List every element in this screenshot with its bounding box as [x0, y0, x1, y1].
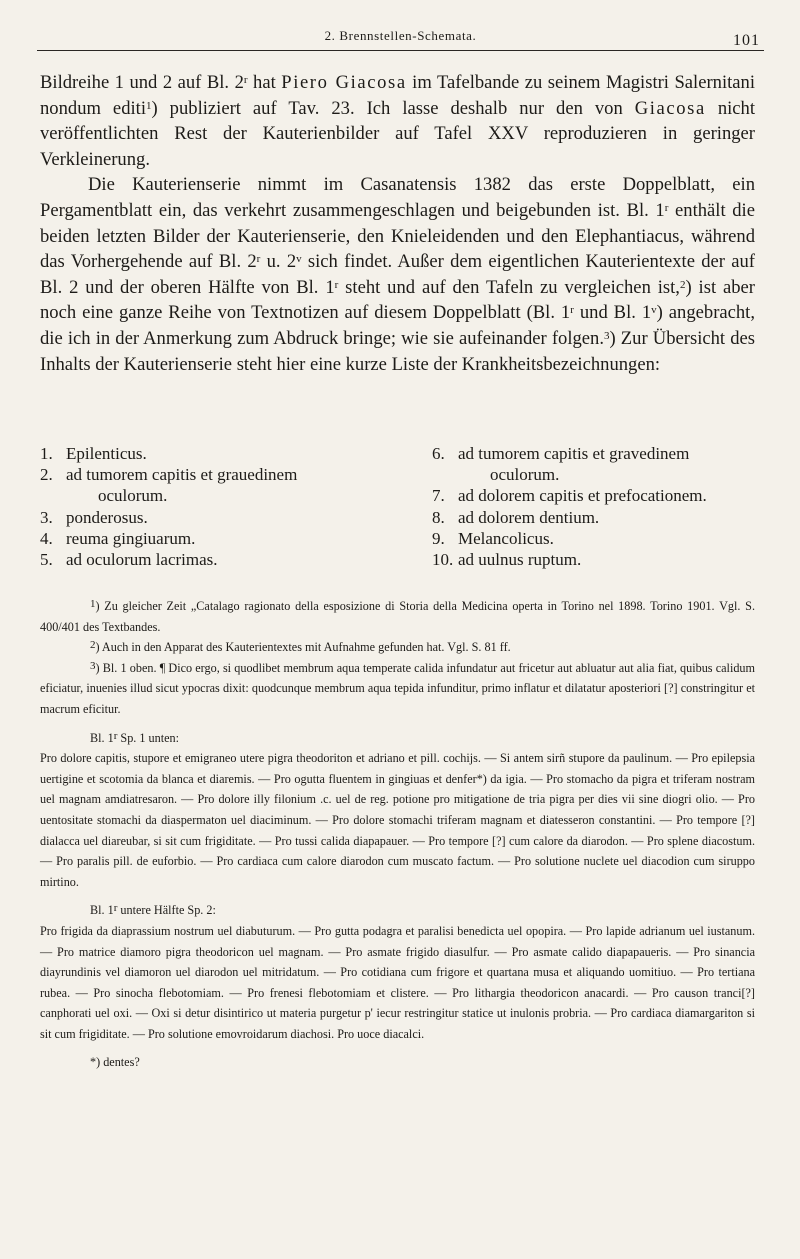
- list-item-continuation: oculorum.: [98, 486, 168, 506]
- footnotes: [40, 596, 755, 1073]
- footnote-1: 1) Zu gleicher Zeit „Catalago ragionato della esposizione di Storia della Medicina operta in Torino nel 1898. Torino 1901. Vgl. S. 400/401 des Textbandes.: [40, 598, 755, 634]
- section-heading-1: Bl. 1r Sp. 1 unten:: [90, 729, 179, 745]
- list-item: 1. Epilenticus.: [40, 444, 147, 463]
- footnote-2: 2) Auch in den Apparat des Kauterientextes mit Aufnahme gefunden hat. Vgl. S. 81 ff.: [90, 639, 511, 655]
- list-item: 7. ad dolorem capitis et prefocationem.: [432, 486, 707, 506]
- footnote-3: 3) Bl. 1 oben. ¶ Dico ergo, si quodlibet membrum aqua temperate calida infundatur aut fricetur aut abluatur aut alia fiat, quibus calidum eficiatur, inuenies illud sicut ypocras dixit: quodcunque membrum aqua tepida infunditur, primo inflatur et dilatatur aposteriori [?] constringitur et macrum eficitur.: [40, 659, 755, 716]
- list-item: 9. Melancolicus.: [432, 528, 554, 548]
- main-text: [40, 70, 755, 377]
- paragraph-2: Die Kauterienserie nimmt im Casanatensis 1382 das erste Doppelblatt, ein Pergamentblatt ein, das verkehrt zusammengeschlagen und beigebunden ist. Bl. 1$^r$ enthält die beiden letzten Bilder der Kauterienserie, den Knieleidenden und den Elephantiacus, während das Vorhergehende auf Bl. 2$^r$ u. 2$^v$ sich findet. Außer dem eigentlichen Kauterientexte der auf Bl. 2 und der oberen Hälfte von Bl. 1$^r$ steht und auf den Tafeln zu vergleichen ist,$^2$) ist aber noch eine ganze Reihe von Textnotizen auf diesem Doppelblatt (Bl. 1$^r$ und Bl. 1$^v$) angebracht, die ich in der Anmerkung zum Abdruck bringe; wie sie aufeinander folgen.$^3$) Zur Übersicht des Inhalts der Kauterienserie steht hier eine kurze Liste der Krankheitsbezeichnungen:: [40, 174, 755, 375]
- list-item: 4. reuma gingiuarum.: [40, 528, 196, 548]
- list-item: 8. ad dolorem dentium.: [432, 507, 600, 527]
- list-item: 10. ad uulnus ruptum.: [432, 550, 582, 570]
- section-text-2: Pro frigida da diaprassium nostrum uel diabuturum. — Pro gutta podagra et paralisi benedicta uel opopira. — Pro lapide adrianum uel iustanum. — Pro matrice diamoro pigra theodoricon uel magnam. — Pro asmate frigido diasulfur. — Pro asmate calido diapapaueris. — Pro sinancia diayrundinis vel diamoron uel diarodon uel mitridatum. — Pro cotidiana cum frigore et quartana musa et aliquando uomitiuo. — Pro tertiana rubea. — Pro sinocha flebotomiam. — Pro frenesi flebotomiam et clistere. — Pro lithargia theodoricon anacardi. — Pro causon tranci[?] canphorati uel oxi. — Oxi si detur disintirico ut materia purgetur p' iecur restringitur statice ut inulonis probria. — Pro cardiaca diamargariton si sit cum frigiditate. — Pro solutione emovroidarum diachosi. Pro uoce diacalci.: [40, 923, 755, 1041]
- disease-list-right: [432, 443, 762, 570]
- section-heading-2: Bl. 1r untere Hälfte Sp. 2:: [90, 902, 216, 918]
- author-name-2: Giacosa: [634, 97, 706, 119]
- footnote-ref-1: 1: [146, 99, 152, 112]
- list-item: 6. ad tumorem capitis et gravedinem: [432, 444, 690, 463]
- disease-list-left: [40, 443, 380, 570]
- running-head: [37, 22, 764, 51]
- list-item: 2. ad tumorem capitis et grauedinem: [40, 465, 298, 485]
- dentes-note: *) dentes?: [90, 1055, 140, 1070]
- author-name: Piero Giacosa: [281, 72, 407, 93]
- section-text-1: Pro dolore capitis, stupore et emigraneo utere pigra theodoriton et adriano et pill. cochijs. — Si antem sirñ stupore da paulinum. — Pro epilepsia uertigine et scotomia da blanca et diaremis. — Pro ogutta fluentem in gingiuas et denfer*) da igia. — Pro stomacho da pigra et triferam nostram uel magnam amdiatresaron. — Pro dolore illy filonium .c. uel de reg. potione pro mitigatione de tria pigra per dies vii sine diogri olio. — Pro uentositate stomachi da diaspermaton uel diaciminum. — Pro dolore stomachi triferam magnam et diatesseron constantini. — Pro tempore [?] dialacca uel diareubar, si sit cum frigiditate. — Pro tussi calida diapapauer. — Pro tempore [?] cum calore da diarodon. — Pro splene diacostum. — Pro paralis pill. de euforbio. — Pro cardiaca cum calore diarodon cum muscato factum. — Pro solutione nuclete uel diacodion cum siruppo mirtino.: [40, 751, 755, 889]
- running-title: 2. Brennstellen-Schemata.: [324, 28, 477, 43]
- page-number: 101: [733, 32, 760, 49]
- paragraph-1: Bildreihe 1 und 2 auf Bl. 2$^r$ hat Piero Giacosa im Tafelbande zu seinem Magistri Salernitani nondum editi$^1$) publiziert auf Tav. 23. Ich lasse deshalb nur den von Giacosa nicht veröffentlichten Rest der Kauterienbilder auf Tafel XXV reproduzieren in geringer Verkleinerung.: [40, 72, 756, 170]
- list-item-continuation: oculorum.: [490, 465, 560, 485]
- footnote-ref-2: 2: [679, 278, 686, 291]
- list-item: 5. ad oculorum lacrimas.: [40, 550, 218, 570]
- footnote-ref-3: 3: [603, 329, 610, 342]
- list-item: 3. ponderosus.: [40, 507, 148, 527]
